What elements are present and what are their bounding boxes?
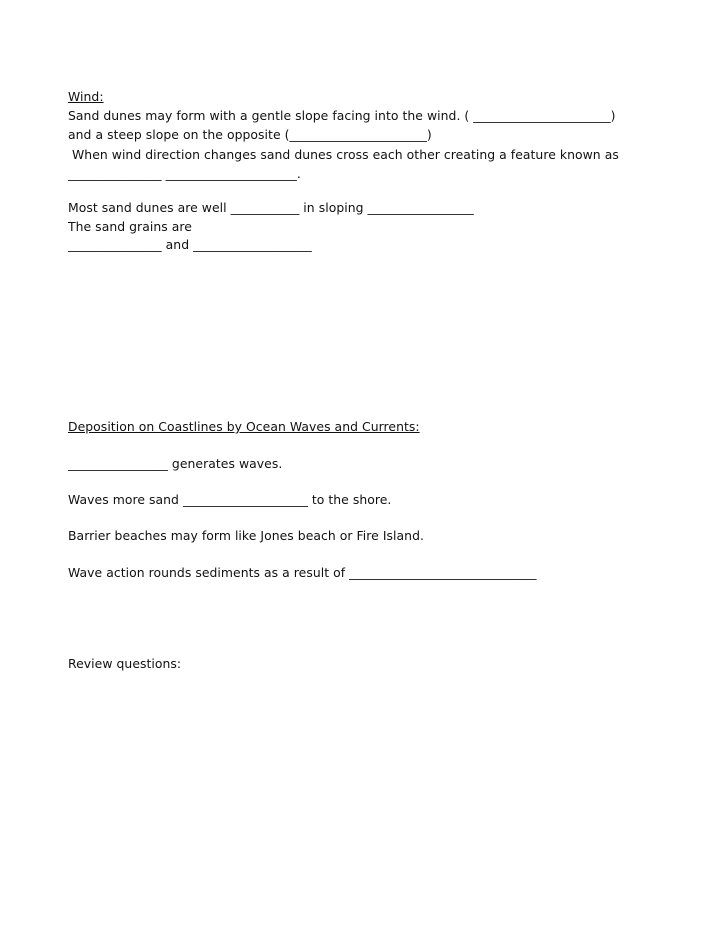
review-heading: Review questions:: [68, 656, 182, 671]
deposition-line-4: Wave action rounds sediments as a result of ______________________________: [68, 565, 537, 580]
deposition-line-2: Waves more sand ____________________ to the shore.: [68, 492, 392, 507]
wind-line-2: and a steep slope on the opposite (______________________): [68, 127, 432, 142]
wind-line-5: Most sand dunes are well ___________ in sloping _________________: [68, 200, 474, 215]
wind-line-3: When wind direction changes sand dunes cross each other creating a feature known as: [68, 147, 619, 162]
deposition-line-3: Barrier beaches may form like Jones beach or Fire Island.: [68, 528, 424, 543]
wind-line-7: _______________ and ___________________: [68, 237, 312, 252]
deposition-heading: Deposition on Coastlines by Ocean Waves and Currents:: [68, 419, 420, 434]
wind-line-4: _______________ _____________________.: [68, 166, 301, 181]
deposition-line-1: ________________ generates waves.: [68, 456, 283, 471]
wind-line-6: The sand grains are: [68, 219, 192, 234]
wind-heading: Wind:: [68, 89, 104, 104]
wind-line-1: Sand dunes may form with a gentle slope facing into the wind. ( ______________________): [68, 108, 616, 123]
